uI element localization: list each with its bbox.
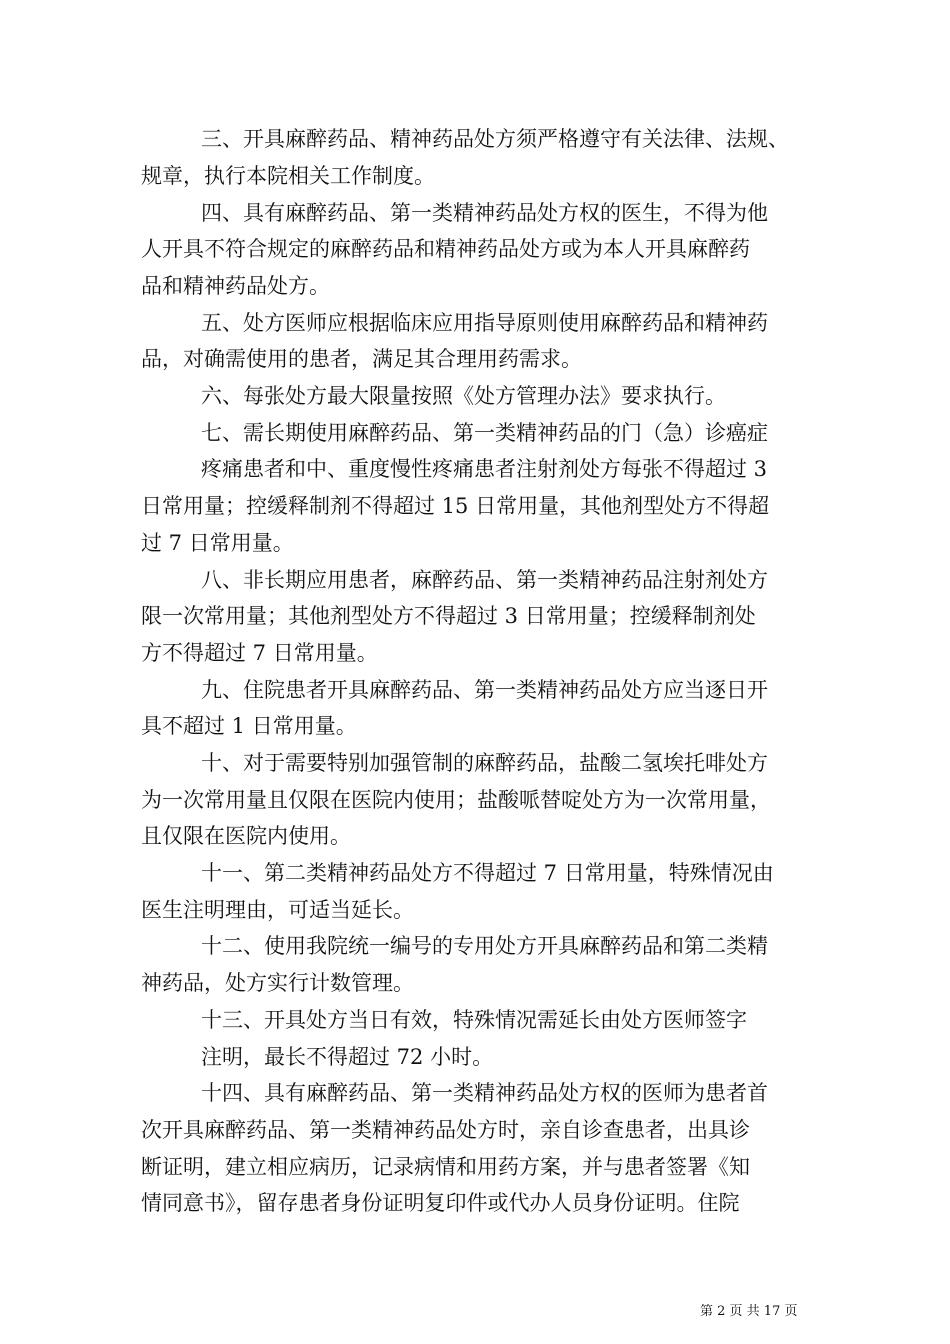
text-line: 方不得超过 7 日常用量。 [141,641,378,665]
text-line: 十、对于需要特别加强管制的麻醉药品，盐酸二氢埃托啡处方 [201,751,768,775]
text-line: 人开具不符合规定的麻醉药品和精神药品处方或为本人开具麻醉药 [141,237,750,261]
text-line: 神药品，处方实行计数管理。 [141,971,414,995]
text-line: 规章，执行本院相关工作制度。 [141,164,435,188]
text-line: 十一、第二类精神药品处方不得超过 7 日常用量，特殊情况由 [201,861,774,885]
text-line: 情同意书》，留存患者身份证明复印件或代办人员身份证明。住院 [141,1191,740,1215]
text-line: 日常用量；控缓释制剂不得超过 15 日常用量，其他剂型处方不得超 [141,494,770,518]
text-line: 断证明，建立相应病历，记录病情和用药方案，并与患者签署《知 [141,1155,750,1179]
text-line: 十二、使用我院统一编号的专用处方开具麻醉药品和第二类精 [201,934,768,958]
text-line: 九、住院患者开具麻醉药品、第一类精神药品处方应当逐日开 [201,678,768,702]
text-line: 过 7 日常用量。 [141,531,294,555]
text-line: 疼痛患者和中、重度慢性疼痛患者注射剂处方每张不得超过 3 [201,457,768,481]
text-line: 品和精神药品处方。 [141,274,330,298]
text-line: 五、处方医师应根据临床应用指导原则使用麻醉药品和精神药 [201,311,768,335]
text-line: 十四、具有麻醉药品、第一类精神药品处方权的医师为患者首 [201,1081,768,1105]
text-line: 注明，最长不得超过 72 小时。 [201,1045,494,1069]
text-line: 且仅限在医院内使用。 [141,824,351,848]
text-line: 限一次常用量；其他剂型处方不得超过 3 日常用量；控缓释制剂处 [141,604,756,628]
text-line: 品，对确需使用的患者，满足其合理用药需求。 [141,347,582,371]
text-line: 具不超过 1 日常用量。 [141,714,357,738]
text-line: 医生注明理由，可适当延长。 [141,898,414,922]
page-number: 第 2 页 共 17 页 [700,1304,798,1319]
text-line: 为一次常用量且仅限在医院内使用；盐酸哌替啶处方为一次常用量， [141,788,771,812]
text-line: 四、具有麻醉药品、第一类精神药品处方权的医生，不得为他 [201,201,768,225]
text-line: 六、每张处方最大限量按照《处方管理办法》要求执行。 [201,384,726,408]
text-line: 十三、开具处方当日有效，特殊情况需延长由处方医师签字 [201,1008,747,1032]
text-line: 次开具麻醉药品、第一类精神药品处方时，亲自诊查患者，出具诊 [141,1118,750,1142]
text-line: 八、非长期应用患者，麻醉药品、第一类精神药品注射剂处方 [201,568,768,592]
text-line: 七、需长期使用麻醉药品、第一类精神药品的门（急）诊癌症 [201,421,768,445]
text-line: 三、开具麻醉药品、精神药品处方须严格遵守有关法律、法规、 [201,127,789,151]
